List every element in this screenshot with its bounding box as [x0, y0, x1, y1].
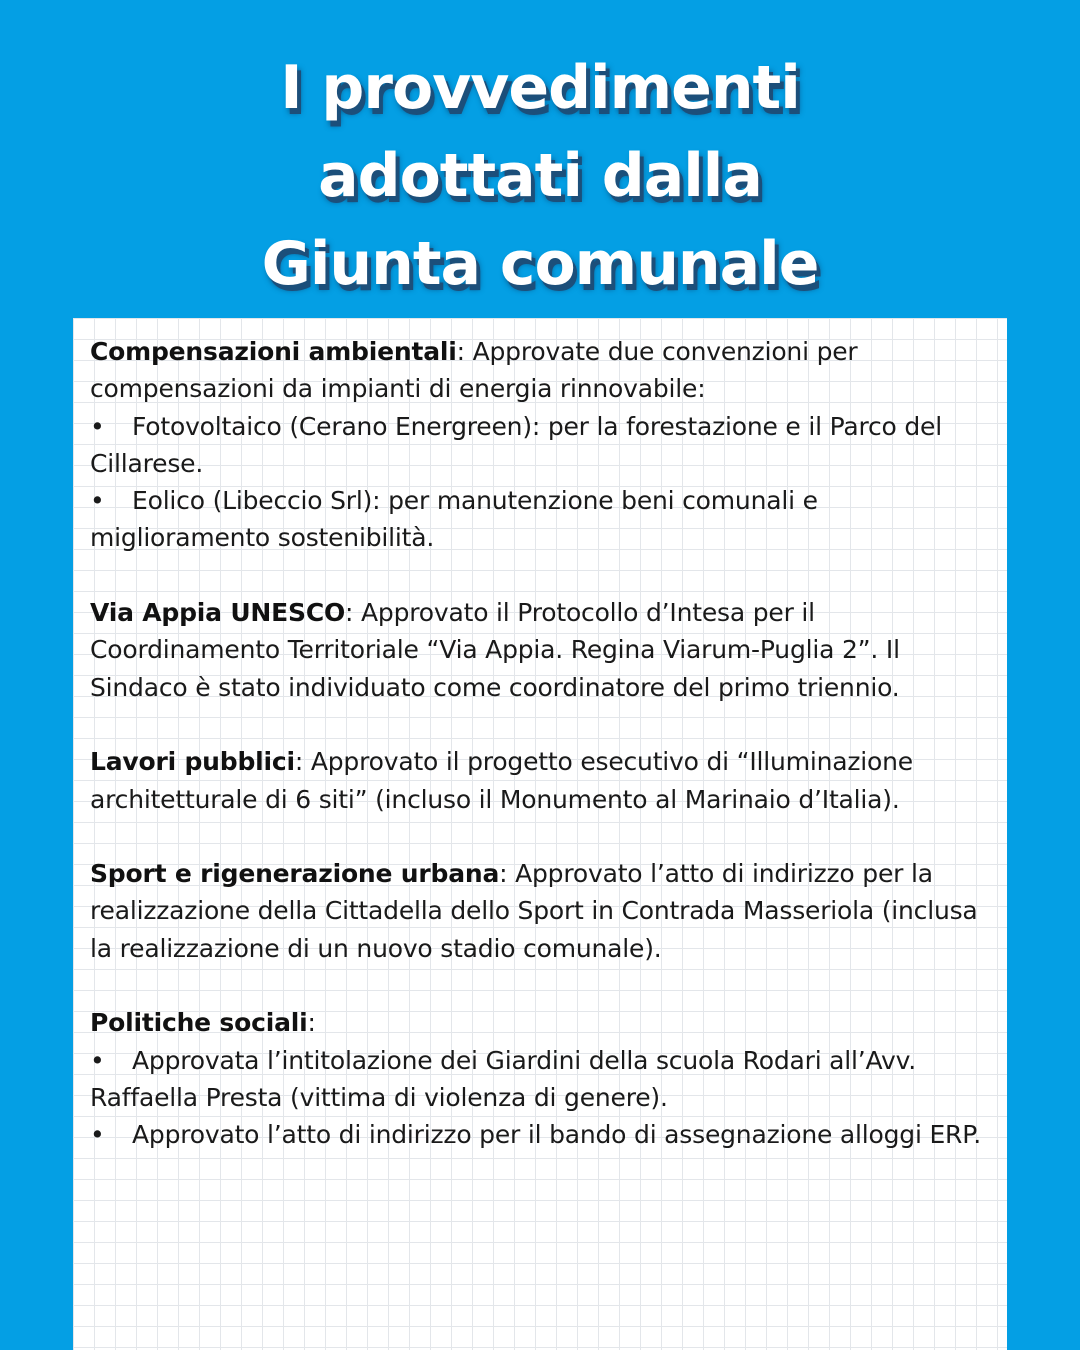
bullet-icon: •: [90, 411, 105, 441]
list-item-text: Approvata l’intitolazione dei Giardini della scuola Rodari all’Avv. Raffaella Presta (vittima di violenza di genere).: [90, 1045, 916, 1112]
section-via-appia: [90, 594, 990, 706]
page-title: [0, 44, 1080, 308]
list-item-text: Fotovoltaico (Cerano Energreen): per la forestazione e il Parco del Cillarese.: [90, 411, 942, 478]
section-text: : Approvato l’atto di indirizzo per la realizzazione della Cittadella dello Sport in Contrada Masseriola (inclusa la realizzazione di un nuovo stadio comunale).: [90, 859, 978, 963]
section-text: : Approvato il Protocollo d’Intesa per il Coordinamento Territoriale “Via Appia. Regina Viarum-Puglia 2”. Il Sindaco è stato individuato come coordinatore del primo triennio.: [90, 598, 900, 702]
section-heading: Lavori pubblici: [90, 747, 295, 777]
section-intro: [90, 1004, 990, 1041]
list-item-text: Eolico (Libeccio Srl): per manutenzione beni comunali e miglioramento sostenibilità.: [90, 486, 818, 553]
section-heading: Compensazioni ambientali: [90, 337, 457, 366]
section-sport: [90, 855, 990, 967]
card-content: [90, 333, 990, 1191]
section-text: : Approvate due convenzioni per compensazioni da impianti di energia rinnovabile:: [90, 337, 858, 404]
bullet-icon: •: [90, 1045, 105, 1075]
title-line-1: I provvedimenti: [280, 53, 800, 123]
section-heading: Via Appia UNESCO: [90, 598, 346, 628]
list-item: [90, 408, 990, 483]
list-item: [90, 1116, 990, 1153]
bullet-icon: •: [90, 1120, 105, 1150]
section-intro: [90, 743, 990, 818]
section-politiche-sociali: [90, 1004, 990, 1153]
list-item: [90, 482, 990, 557]
list-item-text: Approvato l’atto di indirizzo per il bando di assegnazione alloggi ERP.: [132, 1120, 981, 1150]
section-text: :: [307, 1008, 316, 1038]
section-intro: [90, 594, 990, 706]
title-line-2: adottati dalla: [318, 141, 762, 211]
content-card: [73, 318, 1007, 1350]
section-heading: Sport e rigenerazione urbana: [90, 859, 500, 889]
title-line-3: Giunta comunale: [261, 229, 819, 299]
section-intro: [90, 333, 990, 408]
section-text: : Approvato il progetto esecutivo di “Illuminazione architetturale di 6 siti” (incluso il Monumento al Marinaio d’Italia).: [90, 747, 913, 814]
list-item: [90, 1042, 990, 1117]
bullet-icon: •: [90, 486, 105, 516]
section-heading: Politiche sociali: [90, 1008, 308, 1038]
section-compensazioni-ambientali: [90, 333, 990, 557]
section-lavori-pubblici: [90, 743, 990, 818]
section-intro: [90, 855, 990, 967]
